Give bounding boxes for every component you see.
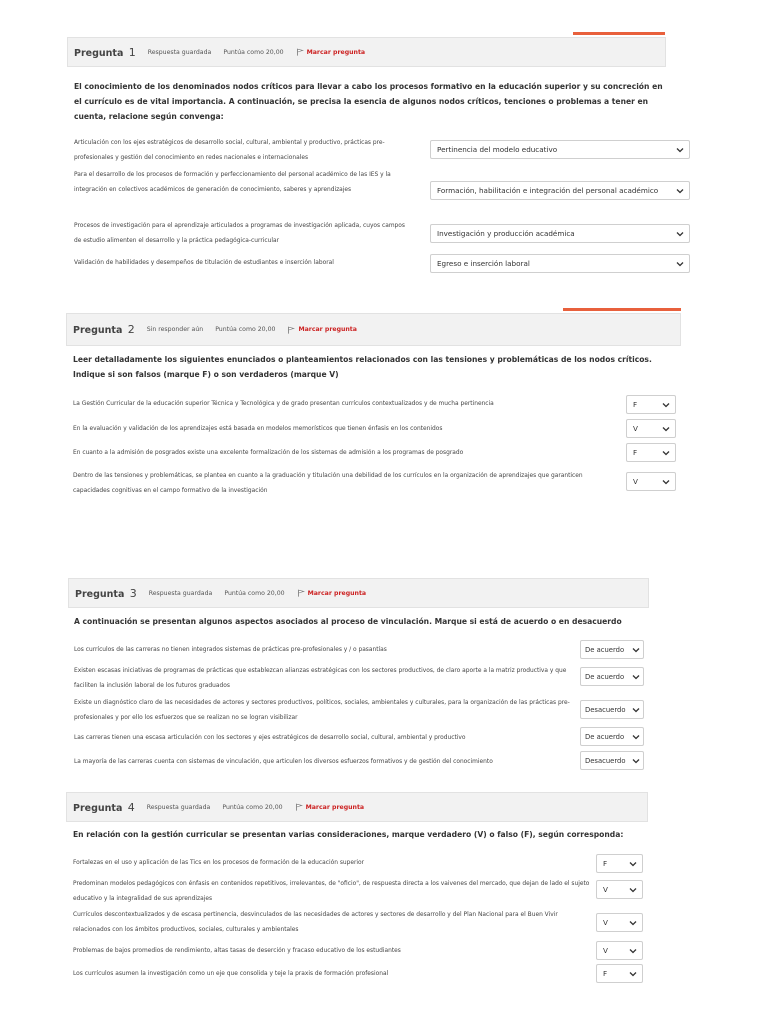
q3-flag-button[interactable]: Marcar pregunta — [297, 589, 366, 597]
q4-points: Puntúa como 20,00 — [222, 803, 283, 811]
q3-row-4 — [74, 731, 574, 746]
q2-title: Pregunta 2 — [73, 323, 135, 336]
q1-select-2[interactable]: Formación, habilitación e integración del personal académico — [430, 181, 690, 200]
q3-select-1[interactable]: De acuerdo — [580, 640, 644, 659]
q4-row-4-text: Problemas de bajos promedios de rendimiento, altas tasas de deserción y fracaso educativo de los estudiantes — [73, 948, 401, 954]
chevron-down-icon — [675, 229, 685, 239]
q1-row-3-text: Procesos de investigación para el aprendizaje articulados a programas de investigación aplicada, cuyos campos de estudio alimenten el desarrollo y la práctica pedagógica-curricular — [74, 223, 405, 244]
q2-row-2 — [73, 422, 618, 437]
chevron-down-icon — [661, 477, 671, 487]
q4-row-5-text: Los currículos asumen la investigación como un eje que consolida y teje la praxis de formación profesional — [73, 971, 389, 977]
q3-select-4[interactable]: De acuerdo — [580, 727, 644, 746]
q4-question-text: En relación con la gestión curricular se presentan varias consideraciones, marque verdadero (V) o falso (F), según corresponda: — [73, 830, 624, 839]
q4-select-4[interactable]: V — [596, 941, 643, 960]
chevron-down-icon — [661, 400, 671, 410]
chevron-down-icon — [628, 969, 638, 979]
q3-title: Pregunta 3 — [75, 586, 137, 600]
q2-select-3[interactable]: F — [626, 443, 676, 462]
q1-row-1 — [74, 136, 414, 166]
q4-row-5 — [73, 967, 588, 982]
q2-row-4 — [73, 469, 621, 499]
q3-row-2 — [74, 664, 574, 694]
q3-row-5 — [74, 755, 574, 770]
q2-row-4-text: Dentro de las tensiones y problemáticas, se plantea en cuanto a la graduación y titulación una debilidad de los currículos en la organización de aprendizajes que garanticen capacidades cognitivas en el campo formativo de la investigación — [73, 473, 583, 494]
q3-select-3[interactable]: Desacuerdo — [580, 700, 644, 719]
q2-row-3-text: En cuanto a la admisión de posgrados existe una excelente formalización de los sistemas de admisión a los programas de posgrado — [73, 450, 464, 456]
q2-select-2[interactable]: V — [626, 419, 676, 438]
q2-status: Sin responder aún — [146, 326, 204, 333]
q4-row-1 — [73, 856, 588, 871]
q2-flag-button[interactable]: Marcar pregunta — [287, 326, 356, 334]
q4-select-1[interactable]: F — [596, 854, 643, 873]
chevron-down-icon — [628, 859, 638, 869]
chevron-down-icon — [628, 946, 638, 956]
q1-row-2 — [74, 168, 414, 198]
q2-row-1 — [73, 397, 618, 412]
q2-row-3 — [73, 446, 618, 461]
q4-title: Pregunta 4 — [73, 800, 135, 814]
q3-header — [68, 578, 649, 608]
q2-row-2-text: En la evaluación y validación de los aprendizajes está basada en modelos memorísticos que tienen énfasis en los contenidos — [73, 426, 443, 432]
q1-row-4 — [74, 256, 424, 271]
q1-flag-button[interactable]: Marcar pregunta — [296, 48, 365, 56]
q3-select-5[interactable]: Desacuerdo — [580, 751, 644, 770]
q1-header — [67, 37, 666, 67]
q3-row-5-text: La mayoría de las carreras cuenta con sistemas de vinculación, que articulen los diversos esfuerzos formativos y de gestión del conocimiento — [74, 759, 493, 765]
q4-row-1-text: Fortalezas en el uso y aplicación de las Tics en los procesos de formación de la educación superior — [73, 860, 365, 866]
chevron-down-icon — [675, 145, 685, 155]
q4-row-2 — [73, 877, 593, 907]
q1-row-2-text: Para el desarrollo de los procesos de formación y perfeccionamiento del personal académico de las IES y la integración en colectivos académicos de generación de conocimiento, saberes y aprendizajes — [74, 172, 391, 193]
q4-select-5[interactable]: F — [596, 964, 643, 983]
q4-select-3[interactable]: V — [596, 913, 643, 932]
flag-icon — [296, 48, 304, 56]
q4-row-3-text: Currículos descontextualizados y de escasa pertinencia, desvinculados de las necesidades de actores y sectores de desarrollo y del Plan Nacional para el Buen Vivir relacionados con los ámbitos productivos, sociales, culturales y ambientales — [73, 912, 558, 933]
q3-row-2-text: Existen escasas iniciativas de programas de prácticas que establezcan alianzas estratégicas con los sectores productivos, de claro aporte a la matriz productiva y que faciliten la inclusión laboral de los futuros graduados — [74, 668, 567, 689]
q2-row-1-text: La Gestión Curricular de la educación superior Técnica y Tecnológica y de grado presentan currículos contextualizados y de mucha pertinencia — [73, 401, 494, 407]
flag-icon — [295, 803, 303, 811]
chevron-down-icon — [628, 885, 638, 895]
chevron-down-icon — [631, 705, 641, 715]
q4-row-2-text: Predominan modelos pedagógicos con énfasis en contenidos repetitivos, irrelevantes, de "oficio", de respuesta directa a los vaivenes del mercado, que dejan de lado el sujeto educativo y la integralidad de sus aprendizajes — [73, 881, 590, 902]
q3-row-1-text: Los currículos de las carreras no tienen integrados sistemas de prácticas pre-profesionales y / o pasantías — [74, 647, 387, 653]
chevron-down-icon — [661, 424, 671, 434]
chevron-down-icon — [675, 186, 685, 196]
q4-header — [66, 792, 648, 822]
chevron-down-icon — [631, 756, 641, 766]
q1-select-1[interactable]: Pertinencia del modelo educativo — [430, 140, 690, 159]
q3-row-1 — [74, 643, 574, 658]
chevron-down-icon — [675, 259, 685, 269]
q1-points: Puntúa como 20,00 — [223, 48, 284, 56]
flag-icon — [297, 589, 305, 597]
q1-select-3[interactable]: Investigación y producción académica — [430, 224, 690, 243]
q1-status: Respuesta guardada — [147, 48, 212, 56]
q1-row-4-text: Validación de habilidades y desempeños de titulación de estudiantes e inserción laboral — [74, 260, 334, 266]
q1-accent-bar — [573, 32, 665, 35]
q1-question-text: El conocimiento de los denominados nodos críticos para llevar a cabo los procesos formativo en la educación superior y su concreción en el currículo es de vital importancia. A continuación, se precisa la esencia de algunos nodos críticos, tenciones o problemas a tener en cuenta, relacione según convenga: — [74, 82, 663, 121]
q3-points: Puntúa como 20,00 — [224, 589, 285, 597]
q4-row-3 — [73, 908, 588, 938]
q1-row-1-text: Articulación con los ejes estratégicos de desarrollo social, cultural, ambiental y productivo, prácticas pre-profesionales y gestión del conocimiento en redes nacionales e internacionales — [74, 140, 385, 161]
q2-points: Puntúa como 20,00 — [215, 326, 276, 333]
chevron-down-icon — [661, 448, 671, 458]
q3-row-4-text: Las carreras tienen una escasa articulación con los sectores y ejes estratégicos de desarrollo social, cultural, ambiental y productivo — [74, 735, 466, 741]
q3-row-3-text: Existe un diagnóstico claro de las necesidades de actores y sectores productivos, políticos, sociales, ambientales y culturales, para la organización de las prácticas pre-profesionales y por ello los esfuerzos que se realizan no se logran visibilizar — [74, 700, 570, 721]
q2-question-text: Leer detalladamente los siguientes enunciados o planteamientos relacionados con las tensiones y problemáticas de los nodos críticos. Indique si son falsos (marque F) o son verdaderos (marque V) — [73, 355, 652, 379]
q2-accent-bar — [563, 308, 681, 311]
q3-row-3 — [74, 696, 579, 726]
q2-select-4[interactable]: V — [626, 472, 676, 491]
chevron-down-icon — [631, 672, 641, 682]
q1-title: Pregunta 1 — [74, 45, 136, 59]
q4-row-4 — [73, 944, 588, 959]
chevron-down-icon — [631, 732, 641, 742]
chevron-down-icon — [628, 918, 638, 928]
q2-header — [66, 313, 681, 346]
q4-select-2[interactable]: V — [596, 880, 643, 899]
q1-row-3 — [74, 219, 414, 249]
q3-status: Respuesta guardada — [148, 589, 213, 597]
q4-status: Respuesta guardada — [146, 803, 211, 811]
q2-select-1[interactable]: F — [626, 395, 676, 414]
q3-select-2[interactable]: De acuerdo — [580, 667, 644, 686]
q1-select-4[interactable]: Egreso e inserción laboral — [430, 254, 690, 273]
flag-icon — [287, 326, 295, 334]
chevron-down-icon — [631, 645, 641, 655]
q4-flag-button[interactable]: Marcar pregunta — [295, 803, 364, 811]
q3-question-text: A continuación se presentan algunos aspectos asociados al proceso de vinculación. Marque si está de acuerdo o en desacuerdo — [74, 617, 622, 626]
